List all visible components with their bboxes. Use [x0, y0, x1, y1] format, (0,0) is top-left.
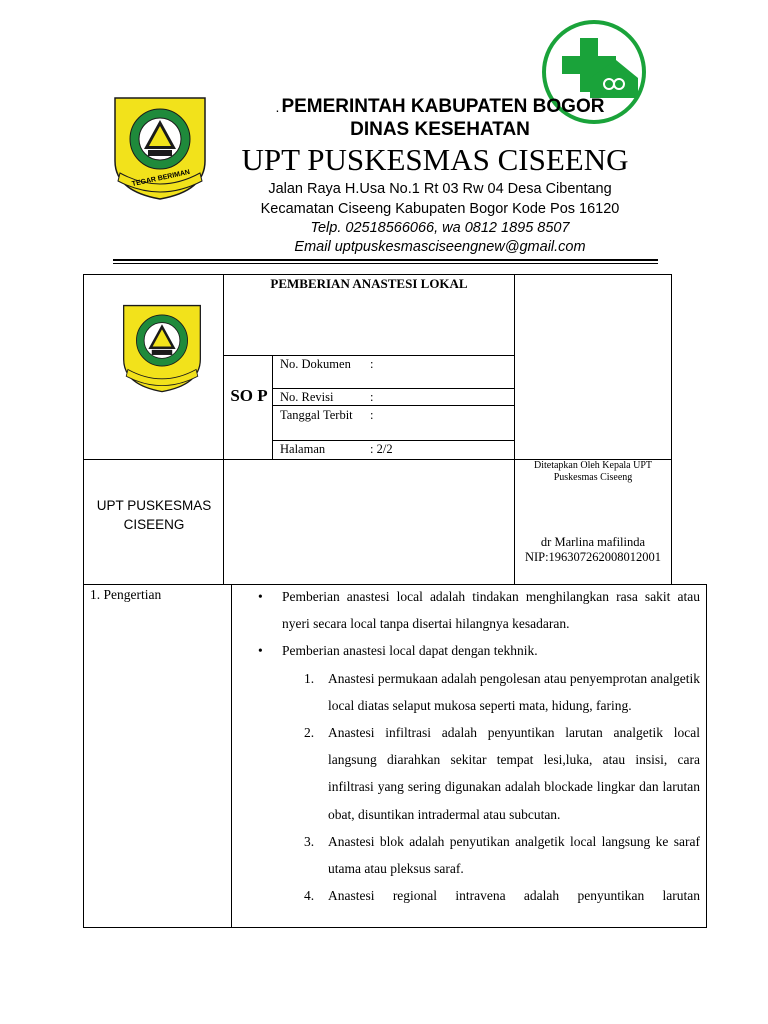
- field-label-document-no: No. Dokumen: [280, 357, 351, 371]
- item-text: Anastesi blok adalah penyutikan analgetik local langsung ke saraf utama atau pleksus saraf.: [328, 833, 700, 877]
- phone-line: Telp. 02518566066, wa 0812 1895 8507: [310, 220, 570, 236]
- item-number: 1.: [304, 670, 315, 686]
- numbered-item: [248, 719, 700, 828]
- field-value-issue-date: :: [370, 408, 374, 422]
- bullet-item: • Pemberian anastesi local dapat dengan tekhnik.: [258, 643, 538, 659]
- signatory-nip: NIP:196307262008012001: [524, 550, 662, 564]
- sop-label: SO P: [230, 386, 268, 405]
- field-label-revision-no: No. Revisi: [280, 390, 334, 404]
- signatory: [516, 535, 670, 565]
- address-line-2: Kecamatan Ciseeng Kabupaten Bogor Kode Pos 16120: [260, 201, 620, 217]
- government-title: . PEMERINTAH KABUPATEN BOGOR: [275, 96, 605, 117]
- bullet-text: Pemberian anastesi local dapat dengan tekhnik.: [282, 643, 538, 659]
- numbered-item: [248, 665, 700, 719]
- table-divider: [272, 405, 514, 406]
- bullet-text: Pemberian anastesi local adalah tindakan menghilangkan rasa sakit atau nyeri secara local tanpa disertai hilangnya kesadaran.: [282, 589, 700, 632]
- item-number: 3.: [304, 833, 315, 849]
- letterhead-rule-thin: [113, 263, 658, 264]
- numbered-item: [248, 882, 700, 909]
- section-content: [248, 583, 700, 909]
- item-number: 2.: [304, 725, 315, 741]
- sop-title: PEMBERIAN ANASTESI LOKAL: [270, 276, 468, 291]
- bogor-regency-logo-small: [117, 303, 207, 395]
- table-divider: [514, 274, 515, 585]
- field-value-document-no: :: [370, 357, 374, 371]
- table-divider: [272, 355, 273, 459]
- item-text: Anastesi infiltrasi adalah penyuntikan larutan analgetik local langsung diarahkan sekitar tempat lesi,luka, atau insisi, cara infiltrasi yang sering digunakan adalah blockade lingkar dan larutan obat, disuntikan intradermal atau subcutan.: [328, 725, 700, 822]
- signatory-name: dr Marlina mafilinda: [540, 535, 646, 549]
- field-label-page: Halaman: [280, 442, 326, 456]
- table-divider: [231, 584, 232, 928]
- logo-banner-text: TEGAR BERIMAN: [131, 168, 191, 189]
- field-label-issue-date: Tanggal Terbit: [280, 408, 353, 422]
- email-line: Email uptpuskesmasciseengnew@gmail.com: [294, 239, 586, 255]
- bullet-item: • Pemberian anastesi local adalah tindakan menghilangkan rasa sakit atau nyeri secara local tanpa disertai hilangnya kesadaran.: [258, 589, 700, 632]
- department-title: DINAS KESEHATAN: [350, 119, 530, 140]
- table-divider: [272, 388, 514, 389]
- item-text: Anastesi permukaan adalah pengolesan atau penyemprotan analgetik local diatas selaput mukosa seperti mata, hidung, faring.: [328, 670, 700, 713]
- field-value-page: : 2/2: [370, 442, 393, 456]
- section-label: 1. Pengertian: [90, 587, 162, 602]
- numbered-item: [248, 828, 700, 882]
- unit-name: UPT PUSKESMAS CISEENG: [96, 498, 212, 532]
- item-number: 4.: [304, 888, 315, 904]
- address-line-1: Jalan Raya H.Usa No.1 Rt 03 Rw 04 Desa Cibentang: [268, 181, 612, 197]
- table-divider: [223, 274, 224, 585]
- table-divider: [223, 355, 514, 356]
- item-text: Anastesi regional intravena adalah penyuntikan larutan: [328, 888, 700, 904]
- field-value-revision-no: :: [370, 390, 374, 404]
- organization-title: UPT PUSKESMAS CISEENG: [241, 142, 629, 177]
- table-divider: [272, 440, 514, 441]
- established-by: Ditetapkan Oleh Kepala UPT Puskesmas Ciseeng: [533, 460, 653, 483]
- letterhead-rule: [113, 259, 658, 261]
